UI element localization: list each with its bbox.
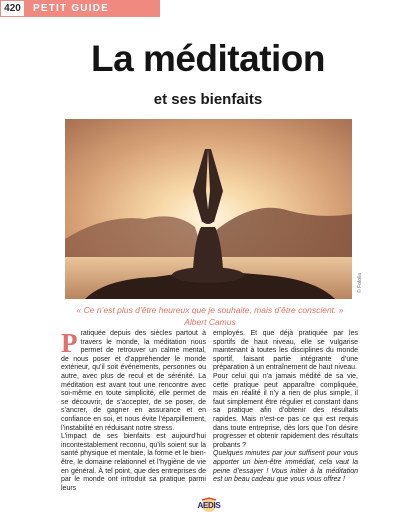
publisher-logo bbox=[193, 497, 225, 513]
cover-photo bbox=[65, 119, 352, 299]
pull-quote bbox=[60, 304, 360, 328]
body-column-right bbox=[213, 330, 358, 485]
meditation-photo-illustration bbox=[65, 119, 352, 299]
photo-credit: © Fotolia bbox=[357, 272, 363, 293]
paragraph-conclusion: Quelques minutes par jour suffisent pour vous apporter un bien-être immédiat, cela vaut la peine d’essayer ! Vous initier à la méditation est un beau cadeau que vous vous offrez ! bbox=[213, 450, 358, 484]
paragraph-sport: employés. Et que déjà pratiquée par les sportifs de haut niveau, elle se vulgarise maintenant à toutes les disciplines du monde sportif, faisant partie intégrante d’une préparation à un entraînement de haut niveau. bbox=[213, 330, 358, 372]
paragraph-intro-text: ratiquée depuis des siècles partout à travers le monde, la méditation nous permet de retrouver un calme mental, de nous poser et d’appréhender le monde extérieur, qu’il soit événements, personnes ou autre, avec plus de recul et de sérénité. La méditation est avant tout une rencontre avec soi-même en toute simplicité, elle permet de se découvrir, de s’accepter, de se poser, de s’ancrer, de gagner en assurance et en confiance en soi, et nous évite l’éparpillement, l’instabilité en réduisant notre stress. bbox=[61, 330, 206, 432]
paragraph-practice: Pour celui qui n’a jamais médité de sa vie, cette pratique peut apparaître compliquée, mais en réalité il n’y a rien de plus simple, il faut simplement être régulier et constant dans sa pratique afin d’obtenir des résultats rapides. Mais n’est-ce pas ce qui est requis dans toute entreprise, dès lors que l’on désire progresser et obtenir rapidement des résultats probants ? bbox=[213, 372, 358, 449]
series-label: PETIT GUIDE bbox=[33, 3, 109, 14]
page-number: 420 bbox=[0, 0, 25, 17]
page-title: La méditation bbox=[90, 38, 326, 79]
drop-cap: P bbox=[61, 328, 78, 358]
page-subtitle: et ses bienfaits bbox=[153, 91, 263, 108]
publisher-logo-text: AEDIS bbox=[197, 501, 221, 510]
quote-text: « Ce n’est plus d’être heureux que je souhaite, mais d’être conscient. » bbox=[76, 305, 344, 315]
paragraph-impact: L’impact de ses bienfaits est aujourd’hui incontestablement reconnu, qu’ils soient sur la santé physique et mentale, la forme et le bien-être, le domaine relationnel et l’hygiène de vie en général. À tel point, que des entreprises de par le monde ont introduit sa pratique parmi leurs bbox=[61, 433, 206, 492]
body-column-left bbox=[61, 330, 206, 493]
header-bar bbox=[0, 0, 160, 17]
paragraph-intro bbox=[61, 330, 206, 433]
quote-author: Albert Camus bbox=[184, 317, 236, 327]
